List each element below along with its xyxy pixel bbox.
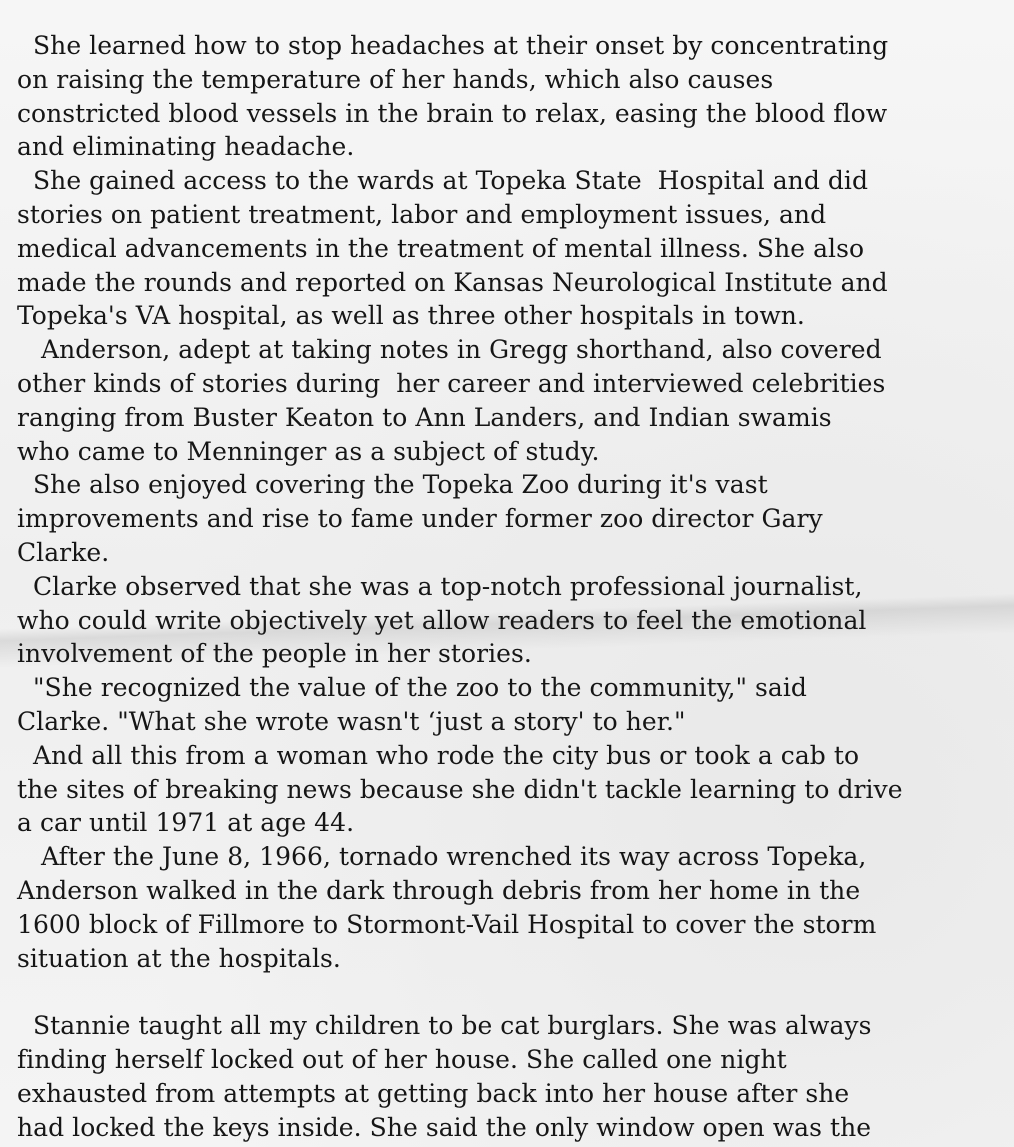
text-line: 1600 block of Fillmore to Stormont-Vail Hospital to cover the storm: [17, 909, 877, 939]
text-line: She gained access to the wards at Topeka State Hospital and did: [17, 166, 869, 196]
text-line: involvement of the people in her stories.: [17, 639, 532, 669]
text-line: "She recognized the value of the zoo to the community," said: [17, 673, 807, 703]
text-line: She learned how to stop headaches at their onset by concentrating: [17, 31, 889, 60]
text-line: had locked the keys inside. She said the only window open was the: [17, 1112, 872, 1142]
text-line: Anderson, adept at taking notes in Gregg shorthand, also covered: [17, 335, 882, 365]
text-line: situation at the hospitals.: [17, 943, 341, 973]
text-line: Stannie taught all my children to be cat burglars. She was always: [17, 1011, 872, 1041]
text-line: Clarke. "What she wrote wasn't ‘just a story' to her.": [17, 706, 686, 736]
text-line: made the rounds and reported on Kansas Neurological Institute and: [17, 267, 888, 297]
paragraph-gap: [17, 975, 1007, 1009]
text-line: She also enjoyed covering the Topeka Zoo during it's vast: [17, 470, 768, 500]
text-line: constricted blood vessels in the brain to relax, easing the blood flow: [17, 98, 888, 128]
text-line: on raising the temperature of her hands, which also causes: [17, 64, 774, 94]
text-line: Clarke observed that she was a top-notch professional journalist,: [17, 571, 863, 601]
text-line: who came to Menninger as a subject of study.: [17, 436, 600, 466]
text-line: Clarke.: [17, 537, 110, 567]
text-line: improvements and rise to fame under former zoo director Gary: [17, 504, 823, 534]
document-body: [17, 29, 1007, 1144]
text-line: Topeka's VA hospital, as well as three other hospitals in town.: [17, 301, 805, 331]
text-line: and eliminating headache.: [17, 132, 355, 162]
text-line: who could write objectively yet allow readers to feel the emotional: [17, 605, 867, 635]
text-line: finding herself locked out of her house. She called one night: [17, 1044, 787, 1074]
text-line: a car until 1971 at age 44.: [17, 808, 355, 838]
text-line: Anderson walked in the dark through debris from her home in the: [17, 875, 861, 905]
text-line: stories on patient treatment, labor and employment issues, and: [17, 199, 827, 229]
text-line: And all this from a woman who rode the city bus or took a cab to: [17, 740, 860, 770]
text-line: medical advancements in the treatment of mental illness. She also: [17, 233, 865, 263]
text-line: ranging from Buster Keaton to Ann Landers, and Indian swamis: [17, 402, 832, 432]
text-line: other kinds of stories during her career and interviewed celebrities: [17, 368, 886, 398]
text-line: After the June 8, 1966, tornado wrenched its way across Topeka,: [17, 842, 867, 872]
text-line: exhausted from attempts at getting back into her house after she: [17, 1078, 850, 1108]
text-line: the sites of breaking news because she didn't tackle learning to drive: [17, 774, 903, 804]
